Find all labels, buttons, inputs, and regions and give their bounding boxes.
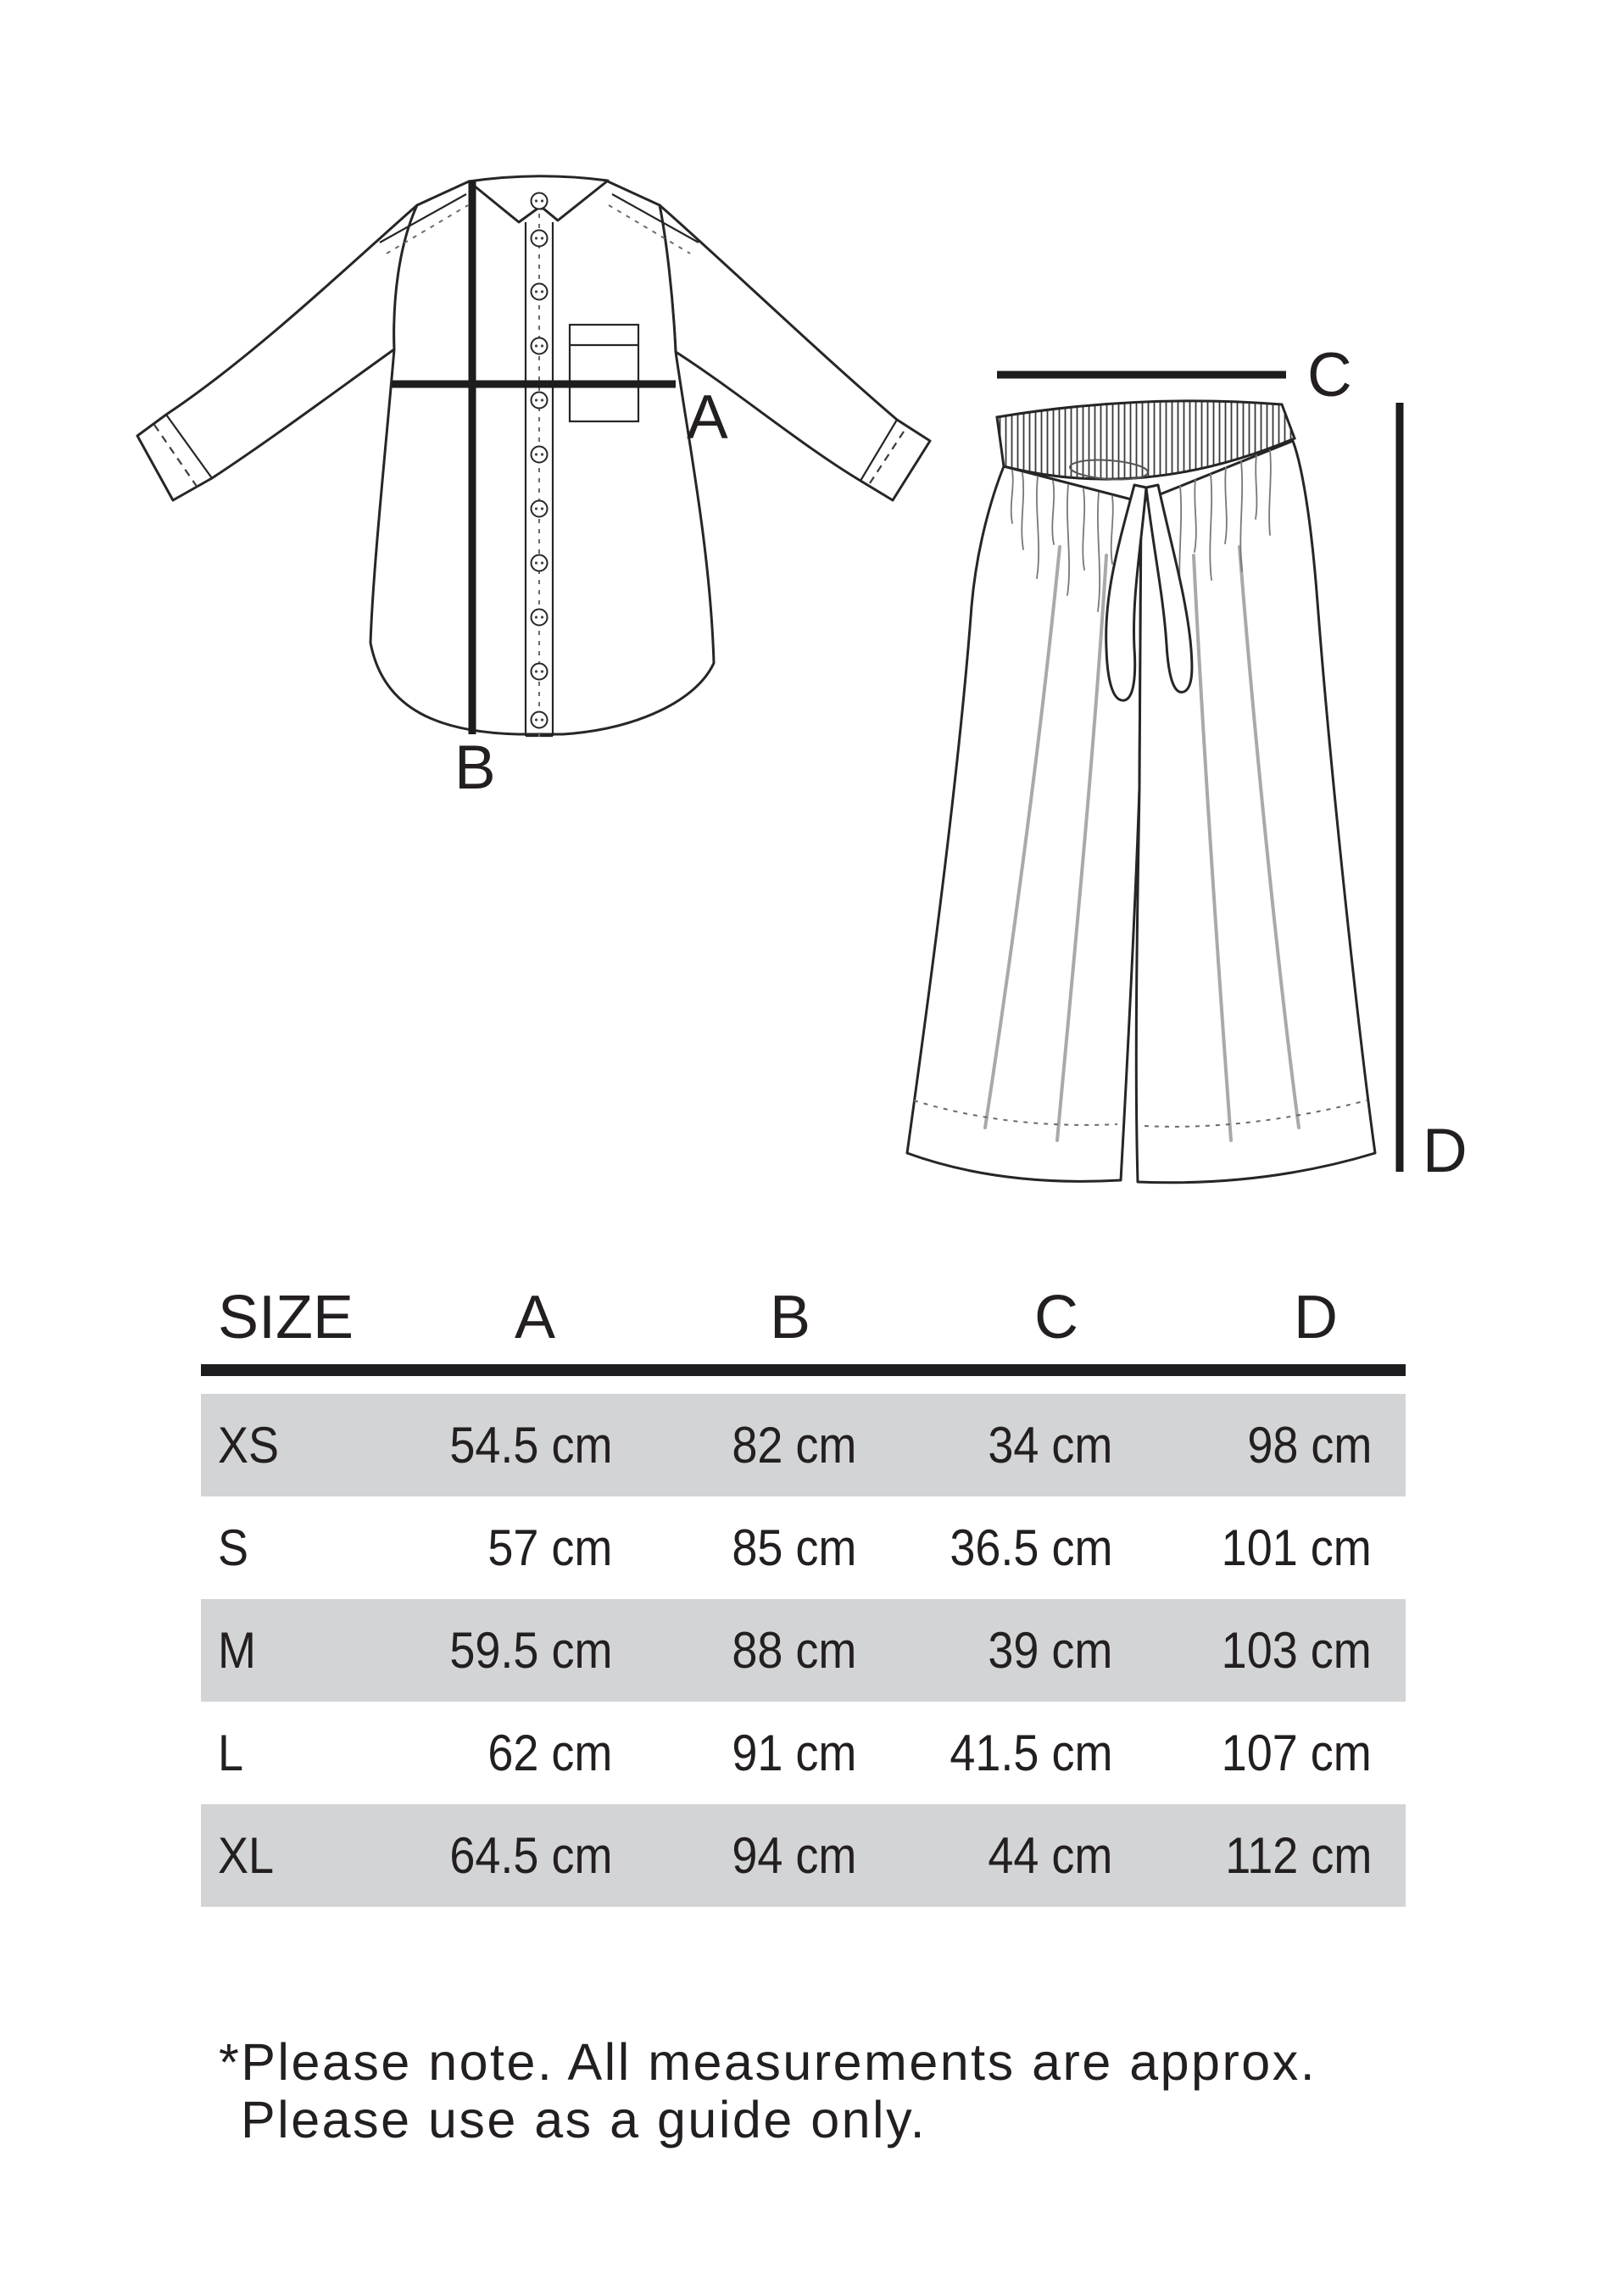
table-row-m [201,1599,1406,1702]
header-rule [201,1364,1406,1376]
value-a: 57 cm [487,1519,612,1576]
table-row-xl [201,1804,1406,1907]
value-d: 98 cm [1246,1417,1372,1474]
value-a: 59.5 cm [448,1622,612,1679]
value-b: 88 cm [731,1622,856,1679]
size-label: L [218,1725,244,1781]
shirt-drawing [137,176,930,802]
value-b: 94 cm [731,1827,856,1884]
pants-drawing [907,341,1468,1185]
value-a: 64.5 cm [448,1827,612,1884]
header-size: SIZE [218,1284,354,1351]
value-b: 91 cm [731,1725,856,1781]
label-a: A [687,383,728,452]
footnote-line-1: *Please note. All measurements are approx. [219,2033,1317,2091]
footnote [219,2033,1317,2148]
size-label: S [218,1519,249,1576]
size-label: XL [218,1827,275,1884]
size-label: M [218,1622,256,1679]
size-table-header [201,1272,1406,1364]
value-c: 44 cm [987,1827,1112,1884]
shirt-right-sleeve [660,205,930,500]
size-table [201,1272,1406,1907]
value-c: 41.5 cm [949,1725,1112,1781]
header-col-a: A [514,1284,556,1351]
value-c: 39 cm [987,1622,1112,1679]
label-b: B [454,733,496,802]
value-d: 101 cm [1221,1519,1372,1576]
table-row-s [201,1496,1406,1599]
value-b: 82 cm [731,1417,856,1474]
header-col-d: D [1294,1284,1338,1351]
shirt-left-sleeve [137,205,417,500]
value-d: 103 cm [1221,1622,1372,1679]
label-c: C [1307,341,1352,410]
value-d: 112 cm [1224,1827,1372,1884]
value-d: 107 cm [1221,1725,1372,1781]
value-c: 34 cm [987,1417,1112,1474]
table-row-xs [201,1394,1406,1496]
size-label: XS [218,1417,280,1474]
value-b: 85 cm [731,1519,856,1576]
value-a: 54.5 cm [448,1417,612,1474]
footnote-line-2: Please use as a guide only. [241,2091,927,2148]
table-row-l [201,1702,1406,1804]
header-col-c: C [1034,1284,1078,1351]
value-c: 36.5 cm [949,1519,1112,1576]
header-col-b: B [769,1284,811,1351]
value-a: 62 cm [487,1725,612,1781]
label-d: D [1423,1117,1468,1185]
